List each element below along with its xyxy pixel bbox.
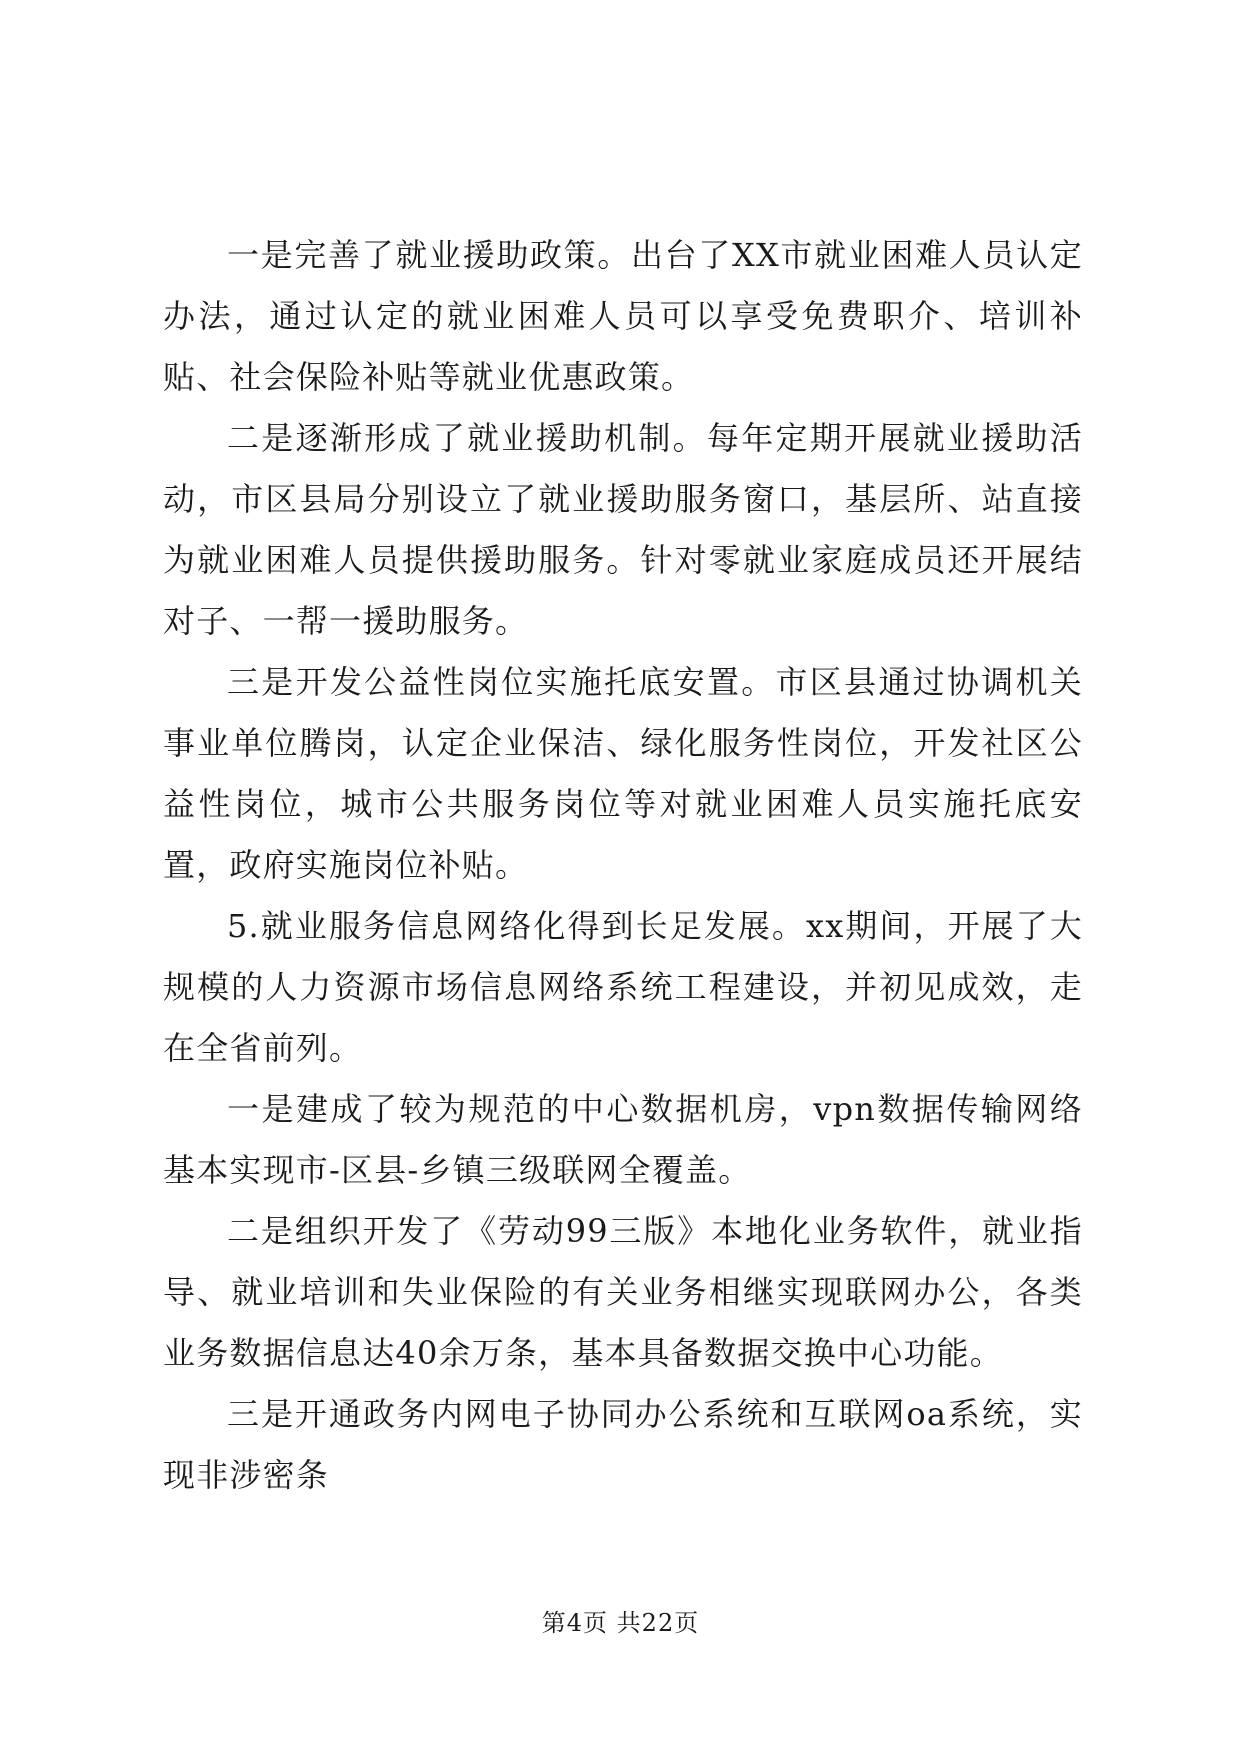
paragraph-business-software: 二是组织开发了《劳动99三版》本地化业务软件，就业指导、就业培训和失业保险的有关业务相继实现联网办公，各类业务数据信息达40余万条，基本具备数据交换中心功能。	[163, 1212, 1083, 1372]
paragraph-assistance-mechanism: 二是逐渐形成了就业援助机制。每年定期开展就业援助活动，市区县局分别设立了就业援助服务窗口，基层所、站直接为就业困难人员提供援助服务。针对零就业家庭成员还开展结对子、一帮一援助服务。	[163, 419, 1083, 640]
paragraph-public-welfare-posts: 三是开发公益性岗位实施托底安置。市区县通过协调机关事业单位腾岗，认定企业保洁、绿化服务性岗位，开发社区公益性岗位，城市公共服务岗位等对就业困难人员实施托底安置，政府实施岗位补贴。	[163, 663, 1083, 884]
paragraph-data-center: 一是建成了较为规范的中心数据机房，vpn数据传输网络基本实现市-区县-乡镇三级联网全覆盖。	[163, 1090, 1083, 1189]
document-body	[163, 225, 1083, 1506]
page-number-footer: 第4页 共22页	[541, 1609, 700, 1637]
paragraph-information-network: 5.就业服务信息网络化得到长足发展。xx期间，开展了大规模的人力资源市场信息网络系统工程建设，并初见成效，走在全省前列。	[163, 907, 1083, 1067]
paragraph-employment-assistance-policy: 一是完善了就业援助政策。出台了XX市就业困难人员认定办法，通过认定的就业困难人员可以享受免费职介、培训补贴、社会保险补贴等就业优惠政策。	[163, 236, 1083, 396]
paragraph-office-system: 三是开通政务内网电子协同办公系统和互联网oa系统，实现非涉密条	[163, 1395, 1083, 1494]
